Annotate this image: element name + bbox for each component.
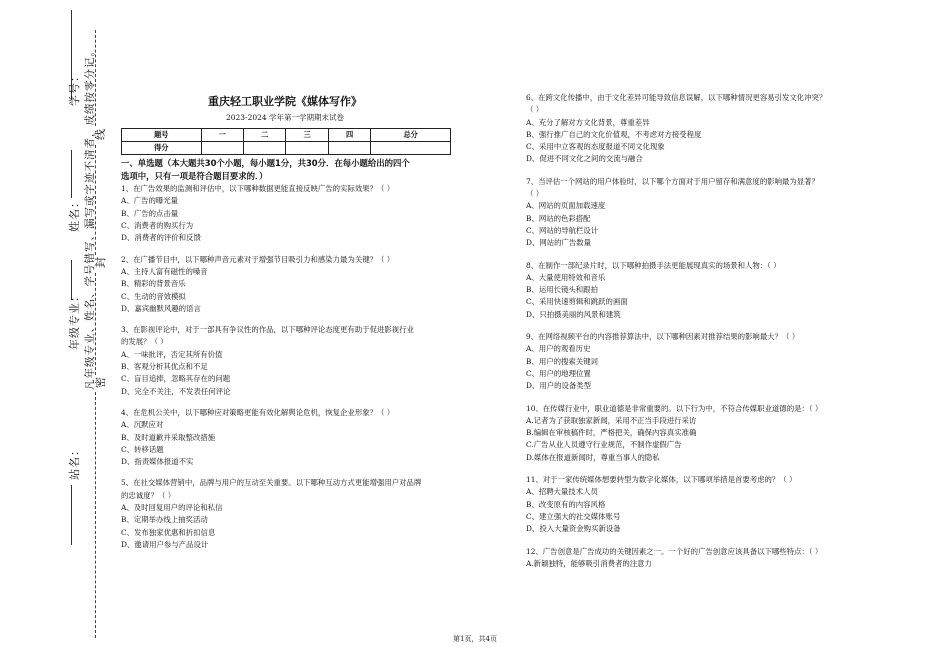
answer-option[interactable]: C、采用中立客观的态度报道不同文化现象 (526, 142, 665, 152)
name-label: 姓名： (68, 196, 81, 232)
question-item (121, 254, 461, 315)
question-item (121, 407, 461, 468)
score-table-score-row (122, 141, 451, 154)
answer-option[interactable]: A、广告的曝光量 (121, 196, 179, 206)
school-label: 站名： (68, 444, 81, 480)
answer-option[interactable]: C、采用快速剪辑和跳跃的画面 (526, 297, 628, 307)
score-header-cell: 四 (328, 128, 370, 141)
question-item (526, 546, 871, 571)
answer-option[interactable]: B、改变原有的内容风格 (526, 499, 606, 509)
student-id-label: 学号： (68, 70, 81, 106)
question-stem: （ ） (526, 105, 544, 115)
answer-option[interactable]: C、网站的导航栏设计 (526, 225, 599, 235)
score-cell[interactable] (371, 141, 451, 154)
question-item (526, 260, 871, 321)
answer-option[interactable]: D、消费者的评价和反馈 (121, 233, 201, 243)
score-header-cell: 三 (286, 128, 328, 141)
question-item (121, 324, 461, 398)
answer-option[interactable]: B、定期举办线上抽奖活动 (121, 515, 208, 525)
answer-option[interactable]: B、广告的点击量 (121, 208, 179, 218)
question-item (526, 176, 871, 250)
answer-option[interactable]: D、指责媒体报道不实 (121, 457, 194, 467)
cut-line-top (95, 30, 96, 126)
question-stem: 12、广告创意是广告成功的关键因素之一。一个好的广告创意应该具备以下哪些特点：（ ） (526, 546, 823, 556)
page-footer: 第1页，共4页 (453, 635, 497, 643)
score-row-label: 得分 (122, 141, 202, 154)
answer-option[interactable]: D、促进不同文化之间的交流与融合 (526, 154, 643, 164)
answer-option[interactable]: D、完全不关注，不发表任何评论 (121, 386, 231, 396)
question-stem: 11、对于一家传统媒体想要转型为数字化媒体，以下哪项举措是首要考虑的？（ ） (526, 475, 797, 485)
question-stem: 9、在网络视频平台的内容推荐算法中，以下哪种因素对推荐结果的影响最大？（ ） (526, 332, 800, 342)
section-heading-line: 一、单选题（本大题共30个小题，每小题1分，共30分．在每小题给出的四个 (121, 158, 410, 169)
left-question-list (121, 183, 461, 551)
answer-option[interactable]: C、消费者的购买行为 (121, 221, 194, 231)
question-stem: 7、当评估一个网站的用户体验时，以下哪个方面对于用户留存和满意度的影响最为显著？ (526, 176, 819, 186)
answer-option[interactable]: B、精彩的背景音乐 (121, 279, 186, 289)
question-item (526, 92, 871, 166)
answer-option[interactable]: C、用户的地理位置 (526, 368, 591, 378)
score-cell[interactable] (201, 141, 243, 154)
answer-option[interactable]: A.新颖独特，能够吸引消费者的注意力 (526, 558, 652, 568)
section-heading (121, 157, 461, 182)
question-stem: 8、在制作一部纪录片时，以下哪种拍摄手法更能展现真实的场景和人物：（ ） (526, 260, 781, 270)
answer-option[interactable]: D.媒体在报道新闻时，尊重当事人的隐私 (526, 452, 660, 462)
answer-option[interactable]: A、大量使用特效和音乐 (526, 272, 606, 282)
answer-option[interactable]: A、招聘大量技术人员 (526, 487, 598, 497)
binding-strip (0, 0, 110, 672)
answer-option[interactable]: B、运用长镜头和跟拍 (526, 285, 598, 295)
cut-line-mid (95, 145, 96, 255)
section-heading-line: 选项中，只有一项是符合题目要求的．） (121, 170, 268, 181)
answer-option[interactable]: A、用户的观看历史 (526, 344, 591, 354)
class-label: 年级专业： (68, 290, 81, 350)
warning-line: 凡年级专业、姓名、学号错写、漏写或字迹不清者，成绩按零分记。 (84, 45, 96, 390)
answer-option[interactable]: A.记者为了获取独家新闻，采用不正当手段进行采访 (526, 415, 697, 425)
score-header-cell: 二 (244, 128, 286, 141)
question-item (121, 477, 461, 551)
question-stem: 3、在影视评论中，对于一部具有争议性的作品，以下哪种评论态度更有助于促进影视行业 (121, 325, 414, 335)
answer-option[interactable]: A、一味批评，否定其所有价值 (121, 349, 223, 359)
left-column (121, 96, 461, 560)
score-header-cell: 总分 (371, 128, 451, 141)
exam-subtitle: 2023-2024 学年第一学期期末试卷 (225, 113, 345, 123)
answer-option[interactable]: D、嘉宾幽默风趣的语言 (121, 303, 201, 313)
right-question-list (526, 92, 871, 570)
answer-option[interactable]: C、发布独家优惠和折扣信息 (121, 527, 216, 537)
score-table-header-row (122, 128, 451, 141)
answer-option[interactable]: C.广告从业人员遵守行业规范，不制作虚假广告 (526, 440, 682, 450)
answer-option[interactable]: A、网站的页面加载速度 (526, 201, 606, 211)
answer-option[interactable]: B.编辑在审核稿件时，严格把关，确保内容真实准确 (526, 428, 697, 438)
answer-option[interactable]: A、主持人富有磁性的嗓音 (121, 266, 208, 276)
answer-option[interactable]: D、投入大量资金购买新设备 (526, 524, 621, 534)
answer-option[interactable]: D、网站的广告数量 (526, 238, 592, 248)
score-table (121, 128, 451, 156)
question-item (526, 403, 871, 464)
exam-title: 重庆轻工职业学院《媒体写作》 (208, 95, 362, 108)
name-underline (71, 150, 72, 198)
answer-option[interactable]: C、盲目追捧，忽略其存在的问题 (121, 374, 231, 384)
answer-option[interactable]: B、用户的搜索关键词 (526, 356, 598, 366)
score-header-cell: 题号 (122, 128, 202, 141)
question-stem: 1、在广告效果的监测和评估中，以下哪种数据更能直接反映广告的实际效果？（ ） (121, 184, 395, 194)
answer-option[interactable]: C、建立强大的社交媒体账号 (526, 511, 621, 521)
answer-option[interactable]: D、邀请用户参与产品设计 (121, 539, 209, 549)
question-stem: 6、在跨文化传播中，由于文化差异可能导致信息误解，以下哪种情况更容易引发文化冲突？ (526, 93, 827, 102)
score-cell[interactable] (328, 141, 370, 154)
score-header-cell: 一 (201, 128, 243, 141)
question-stem: 2、在广播节目中，以下哪种声音元素对于增强节目吸引力和感染力最为关键？（ ） (121, 254, 395, 264)
answer-option[interactable]: C、转移话题 (121, 444, 164, 454)
question-stem: 的忠诚度？（ ） (121, 490, 176, 500)
question-item (526, 331, 871, 392)
answer-option[interactable]: B、客观分析其优点和不足 (121, 362, 208, 372)
score-cell[interactable] (244, 141, 286, 154)
question-stem: （ ） (526, 189, 544, 199)
question-stem: 5、在社交媒体营销中，品牌与用户的互动至关重要。以下哪种互动方式更能增强用户对品牌 (121, 478, 422, 488)
score-cell[interactable] (286, 141, 328, 154)
answer-option[interactable]: B、及时道歉并采取整改措施 (121, 432, 216, 442)
cut-line-bottom (95, 392, 96, 638)
answer-option[interactable]: D、用户的设备类型 (526, 381, 592, 391)
seal-mark-mi: 密 (94, 376, 107, 388)
answer-option[interactable]: A、充分了解对方文化背景，尊重差异 (526, 117, 650, 127)
question-item (121, 183, 461, 244)
answer-option[interactable]: C、生动的音效模拟 (121, 291, 186, 301)
answer-option[interactable]: A、沉默应对 (121, 420, 164, 430)
seal-mark-feng: 封 (94, 256, 107, 268)
right-column (526, 92, 871, 580)
cut-line-low (95, 273, 96, 375)
school-underline (71, 485, 72, 545)
question-stem: 的发展？（ ） (121, 337, 168, 347)
answer-option[interactable]: B、网站的色彩搭配 (526, 213, 591, 223)
answer-option[interactable]: B、强行推广自己的文化价值观，不考虑对方接受程度 (526, 129, 702, 139)
question-stem: 10、在传媒行业中，职业道德是非常重要的。以下行为中，不符合传媒职业道德的是：（ ） (526, 403, 823, 413)
answer-option[interactable]: D、只拍摄美丽的风景和建筑 (526, 309, 621, 319)
question-stem: 4、在危机公关中，以下哪种应对策略更能有效化解舆论危机，恢复企业形象？（ ） (121, 407, 395, 417)
question-item (526, 474, 871, 535)
answer-option[interactable]: A、及时回复用户的评论和私信 (121, 503, 223, 513)
seal-mark-line: 线 (94, 128, 107, 140)
